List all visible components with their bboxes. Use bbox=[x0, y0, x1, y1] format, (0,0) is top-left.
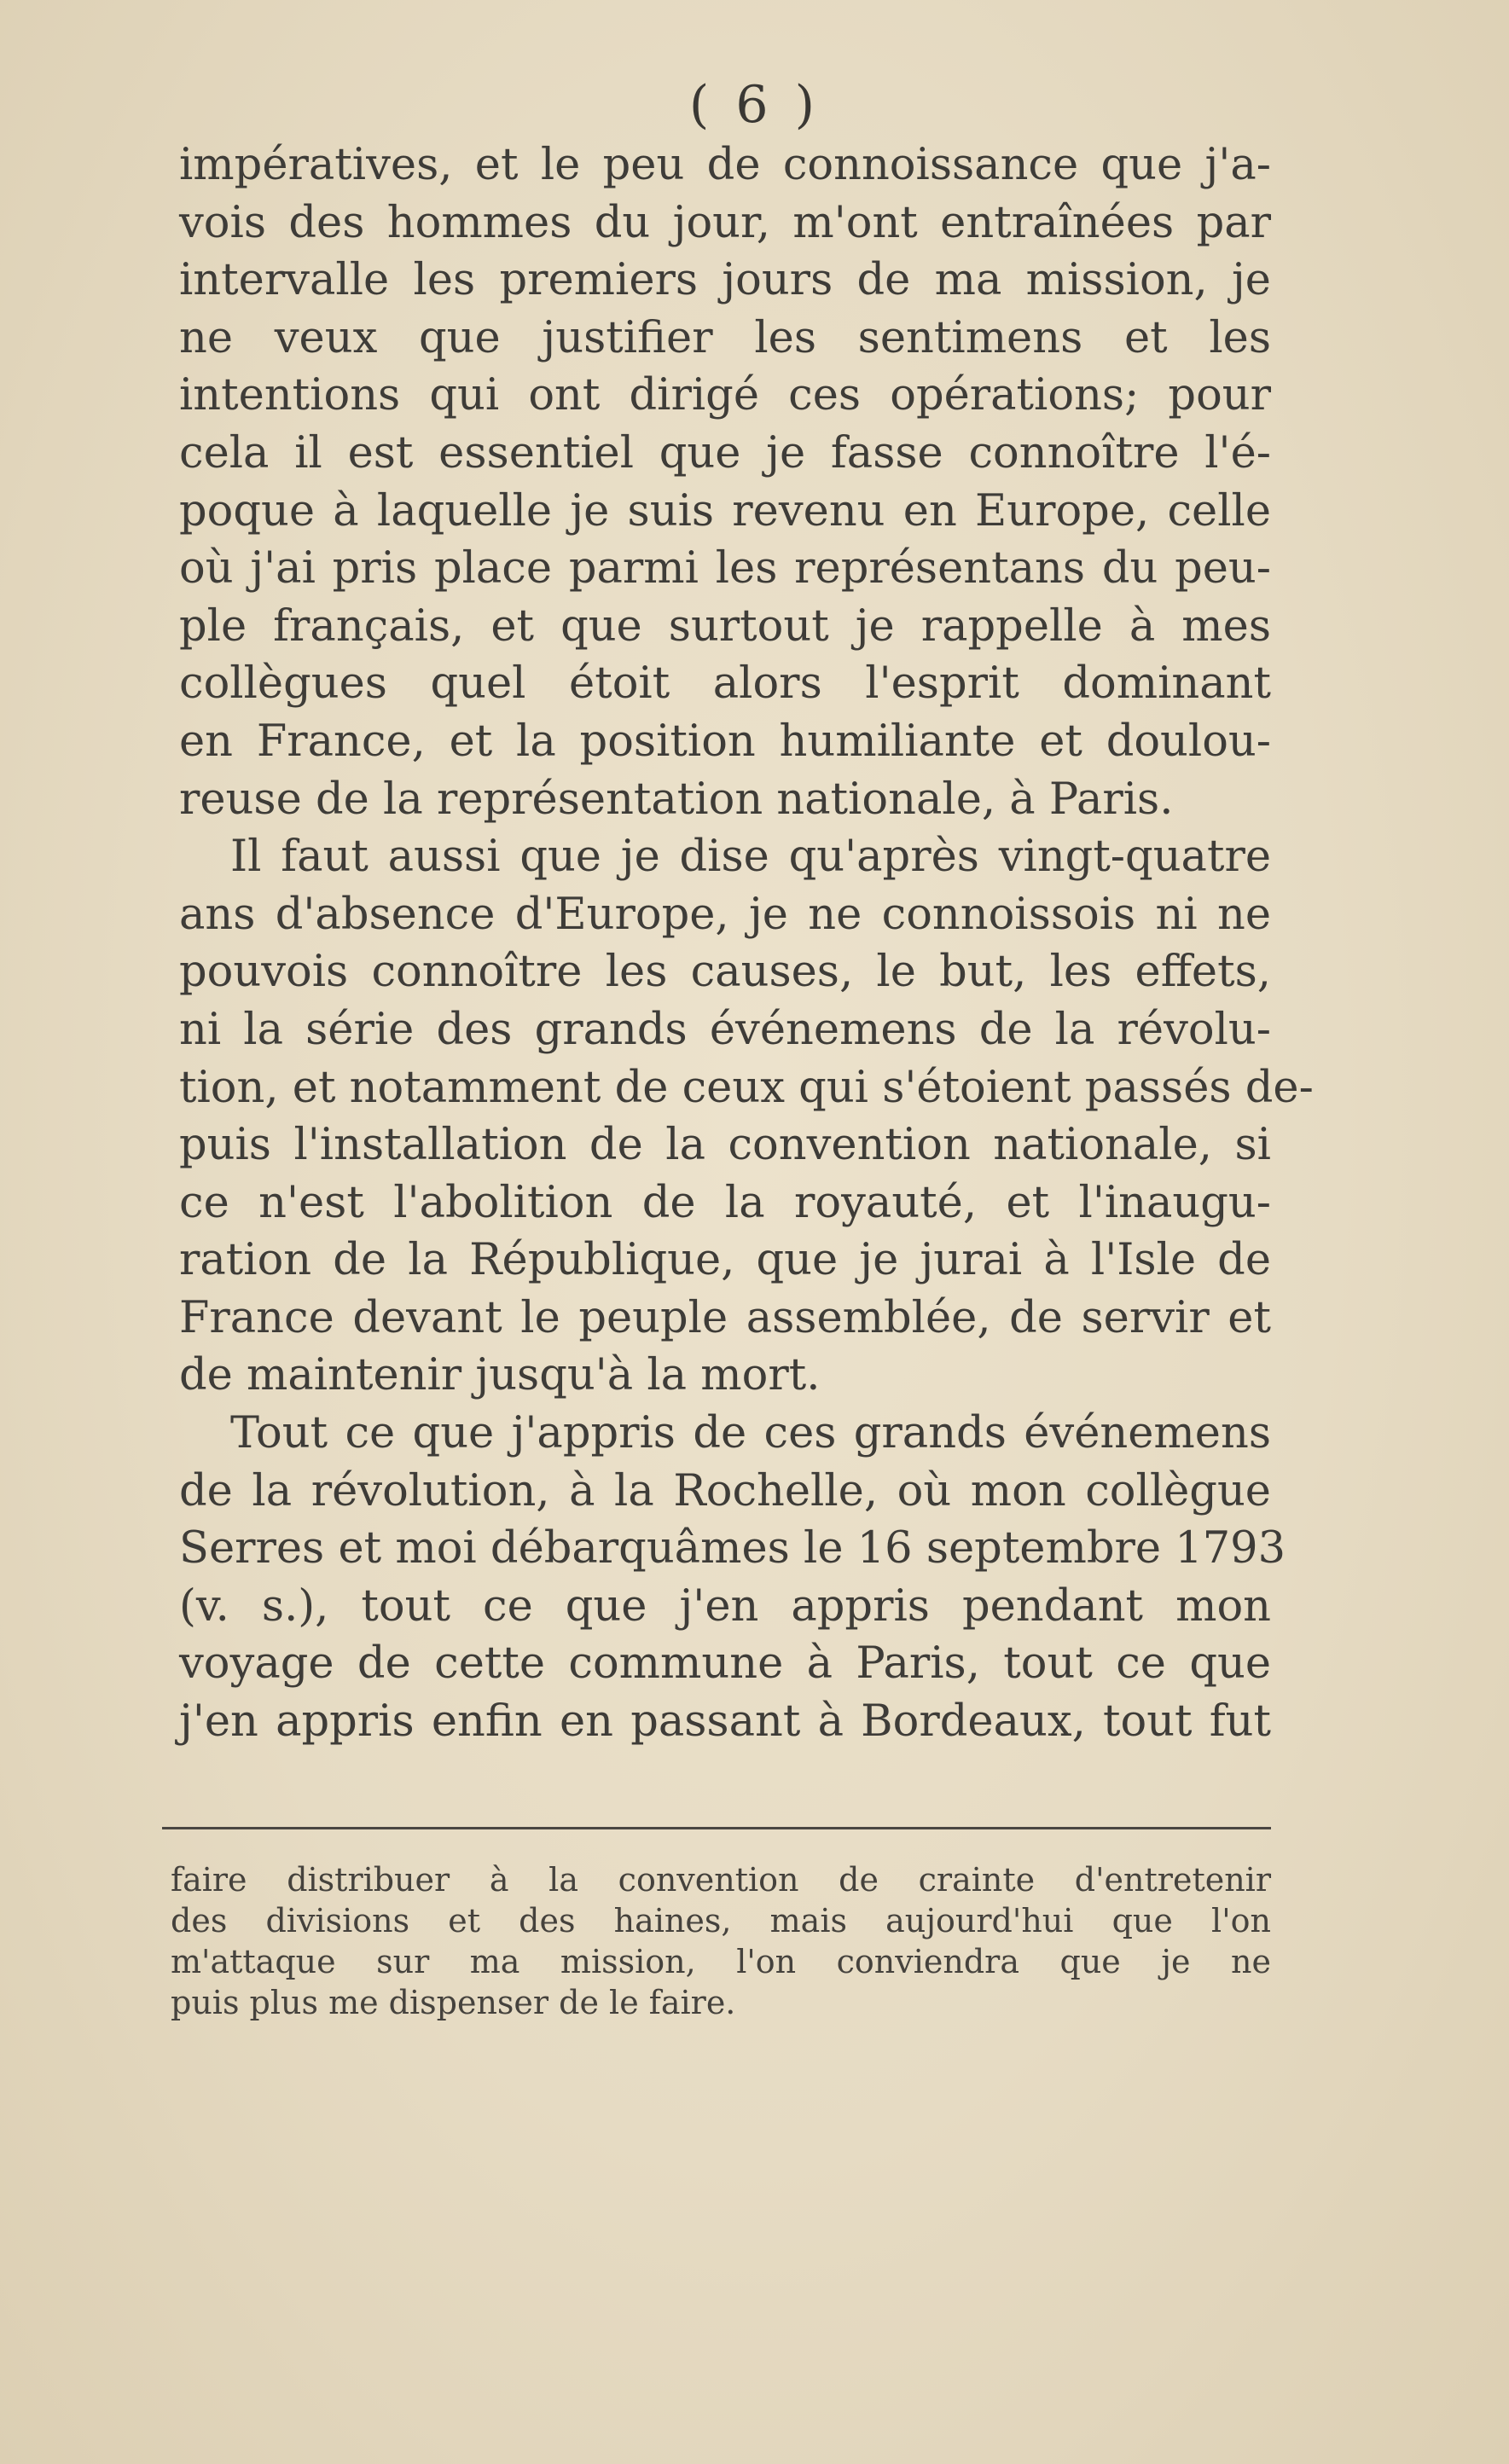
body-line: de maintenir jusqu'à la mort. bbox=[179, 1350, 821, 1401]
body-line: poque à laquelle je suis revenu en Europe, celle bbox=[179, 485, 1271, 536]
body-line: ce n'est l'abolition de la royauté, et l'inaugu- bbox=[179, 1177, 1271, 1228]
body-line: où j'ai pris place parmi les représentans du peu- bbox=[179, 543, 1271, 594]
footnote-line: puis plus me dispenser de le faire. bbox=[171, 1984, 736, 2021]
body-line: ne veux que justifier les sentimens et les bbox=[179, 312, 1271, 363]
body-line: puis l'installation de la convention nationale, si bbox=[179, 1120, 1271, 1171]
body-line: j'en appris enfin en passant à Bordeaux, tout fut bbox=[179, 1696, 1271, 1748]
body-line: ration de la République, que je jurai à l'Isle de bbox=[179, 1235, 1271, 1286]
body-line: impératives, et le peu de connoissance que j'a- bbox=[179, 140, 1271, 190]
body-line: Tout ce que j'appris de ces grands événemens bbox=[230, 1408, 1271, 1459]
body-line: Il faut aussi que je dise qu'après vingt-quatre bbox=[230, 832, 1271, 883]
body-line: vois des hommes du jour, m'ont entraînées par bbox=[179, 197, 1271, 248]
body-line: ni la série des grands événemens de la révolu- bbox=[179, 1004, 1271, 1055]
body-text bbox=[179, 136, 1314, 1751]
body-line: France devant le peuple assemblée, de servir et bbox=[179, 1292, 1271, 1343]
body-line: intervalle les premiers jours de ma mission, je bbox=[179, 255, 1271, 306]
page-number: ( 6 ) bbox=[688, 75, 821, 135]
body-line: cela il est essentiel que je fasse connoître l'é- bbox=[179, 427, 1271, 478]
footnote-separator-rule bbox=[162, 1827, 1271, 1829]
footnote-line: faire distribuer à la convention de crainte d'entretenir bbox=[171, 1861, 1271, 1899]
body-line: Serres et moi débarquâmes le 16 septembre 1793 bbox=[179, 1523, 1286, 1574]
body-line: de la révolution, à la Rochelle, où mon collègue bbox=[179, 1465, 1271, 1516]
body-line: reuse de la représentation nationale, à Paris. bbox=[179, 774, 1174, 825]
body-line: (v. s.), tout ce que j'en appris pendant mon bbox=[179, 1580, 1271, 1632]
body-line: ple français, et que surtout je rappelle à mes bbox=[179, 600, 1271, 652]
footnote-line: m'attaque sur ma mission, l'on conviendra que je ne bbox=[171, 1943, 1271, 1980]
body-line: ans d'absence d'Europe, je ne connoissois ni ne bbox=[179, 889, 1271, 940]
body-line: pouvois connoître les causes, le but, les effets, bbox=[179, 947, 1271, 998]
body-line: en France, et la position humiliante et doulou- bbox=[179, 716, 1271, 767]
body-line: voyage de cette commune à Paris, tout ce que bbox=[179, 1638, 1271, 1690]
body-line: collègues quel étoit alors l'esprit dominant bbox=[179, 658, 1271, 710]
footnote-line: des divisions et des haines, mais aujourd'hui que l'on bbox=[171, 1902, 1271, 1939]
footnote bbox=[171, 1859, 1271, 2023]
body-line: tion, et notamment de ceux qui s'étoient passés de- bbox=[179, 1062, 1314, 1113]
body-line: intentions qui ont dirigé ces opérations; pour bbox=[179, 370, 1271, 421]
